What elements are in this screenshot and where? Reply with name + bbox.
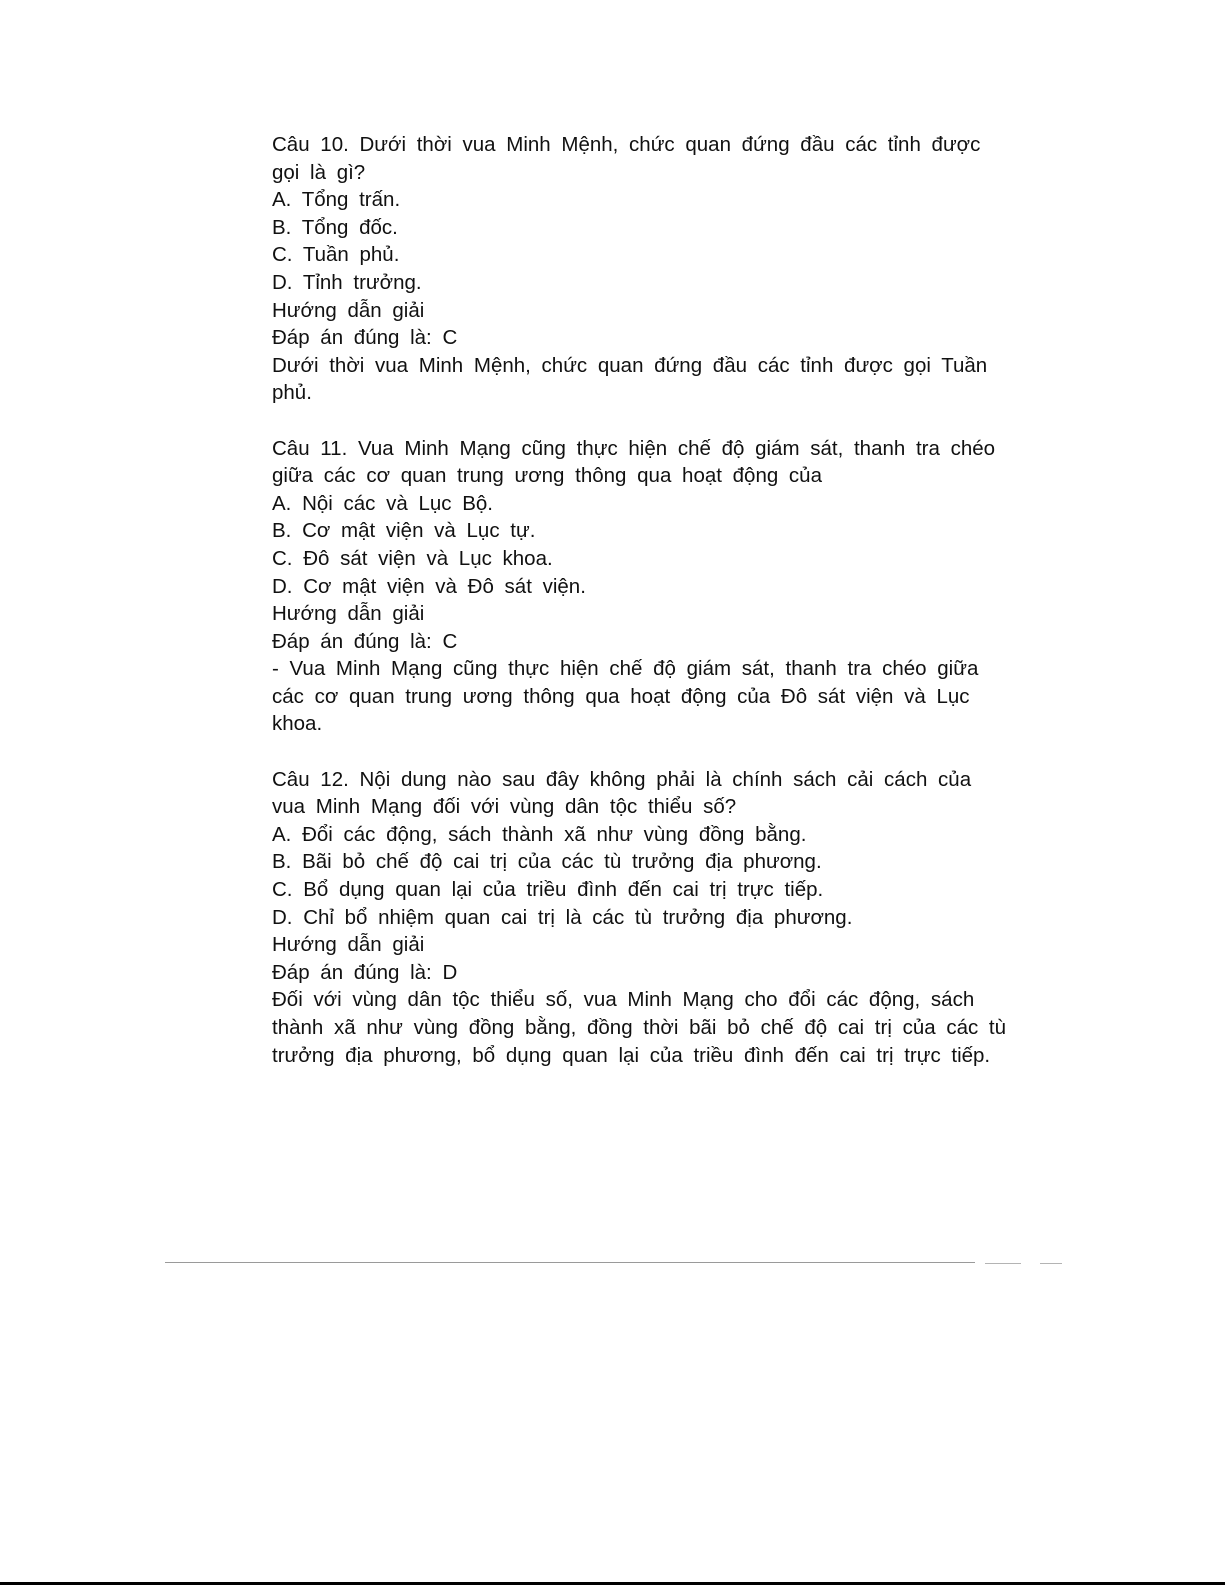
option-d: D. Chỉ bổ nhiệm quan cai trị là các tù trưởng địa phương. — [272, 905, 853, 929]
option-a: A. Tổng trấn. — [272, 188, 401, 212]
explanation-text: trưởng địa phương, bổ dụng quan lại của triều đình đến cai trị trực tiếp. — [272, 1043, 991, 1067]
explanation-text: các cơ quan trung ương thông qua hoạt động của Đô sát viện và Lục — [272, 684, 970, 708]
question-text: vua Minh Mạng đối với vùng dân tộc thiểu số? — [272, 795, 737, 819]
footer-divider-segment — [985, 1263, 1021, 1264]
option-a: A. Nội các và Lục Bộ. — [272, 491, 493, 515]
explanation-text: thành xã như vùng đồng bằng, đồng thời bãi bỏ chế độ cai trị của các tù — [272, 1016, 1007, 1039]
answer-line: Đáp án đúng là: C — [272, 629, 458, 653]
option-b: B. Bãi bỏ chế độ cai trị của các tù trưởng địa phương. — [272, 850, 822, 874]
question-block-10 — [272, 131, 1042, 407]
option-c: C. Bổ dụng quan lại của triều đình đến cai trị trực tiếp. — [272, 878, 824, 902]
question-block-12 — [272, 766, 1042, 1070]
footer-divider — [165, 1262, 975, 1263]
option-a: A. Đổi các động, sách thành xã như vùng đồng bằng. — [272, 822, 807, 846]
option-d: D. Tỉnh trưởng. — [272, 270, 422, 294]
question-block-11 — [272, 435, 1042, 739]
footer-divider-segment — [1040, 1263, 1062, 1264]
guide-label: Hướng dẫn giải — [272, 933, 425, 957]
option-d: D. Cơ mật viện và Đô sát viện. — [272, 574, 586, 598]
question-text: giữa các cơ quan trung ương thông qua hoạt động của — [272, 464, 822, 488]
question-text: Câu 12. Nội dung nào sau đây không phải là chính sách cải cách của — [272, 767, 972, 791]
option-c: C. Tuần phủ. — [272, 243, 400, 267]
explanation-text: Dưới thời vua Minh Mệnh, chức quan đứng đầu các tỉnh được gọi Tuần — [272, 353, 988, 377]
option-b: B. Tổng đốc. — [272, 215, 398, 239]
option-b: B. Cơ mật viện và Lục tự. — [272, 519, 536, 543]
explanation-text: Đối với vùng dân tộc thiểu số, vua Minh Mạng cho đổi các động, sách — [272, 988, 975, 1012]
guide-label: Hướng dẫn giải — [272, 298, 425, 322]
option-c: C. Đô sát viện và Lục khoa. — [272, 546, 553, 570]
document-body — [272, 131, 1042, 1069]
answer-line: Đáp án đúng là: C — [272, 326, 458, 350]
question-text: Câu 11. Vua Minh Mạng cũng thực hiện chế độ giám sát, thanh tra chéo — [272, 436, 996, 460]
guide-label: Hướng dẫn giải — [272, 602, 425, 626]
question-text: gọi là gì? — [272, 160, 366, 184]
answer-line: Đáp án đúng là: D — [272, 960, 458, 984]
explanation-text: phủ. — [272, 381, 312, 405]
explanation-text: khoa. — [272, 712, 323, 736]
question-text: Câu 10. Dưới thời vua Minh Mệnh, chức quan đứng đầu các tỉnh được — [272, 133, 981, 156]
explanation-text: - Vua Minh Mạng cũng thực hiện chế độ giám sát, thanh tra chéo giữa — [272, 657, 979, 681]
